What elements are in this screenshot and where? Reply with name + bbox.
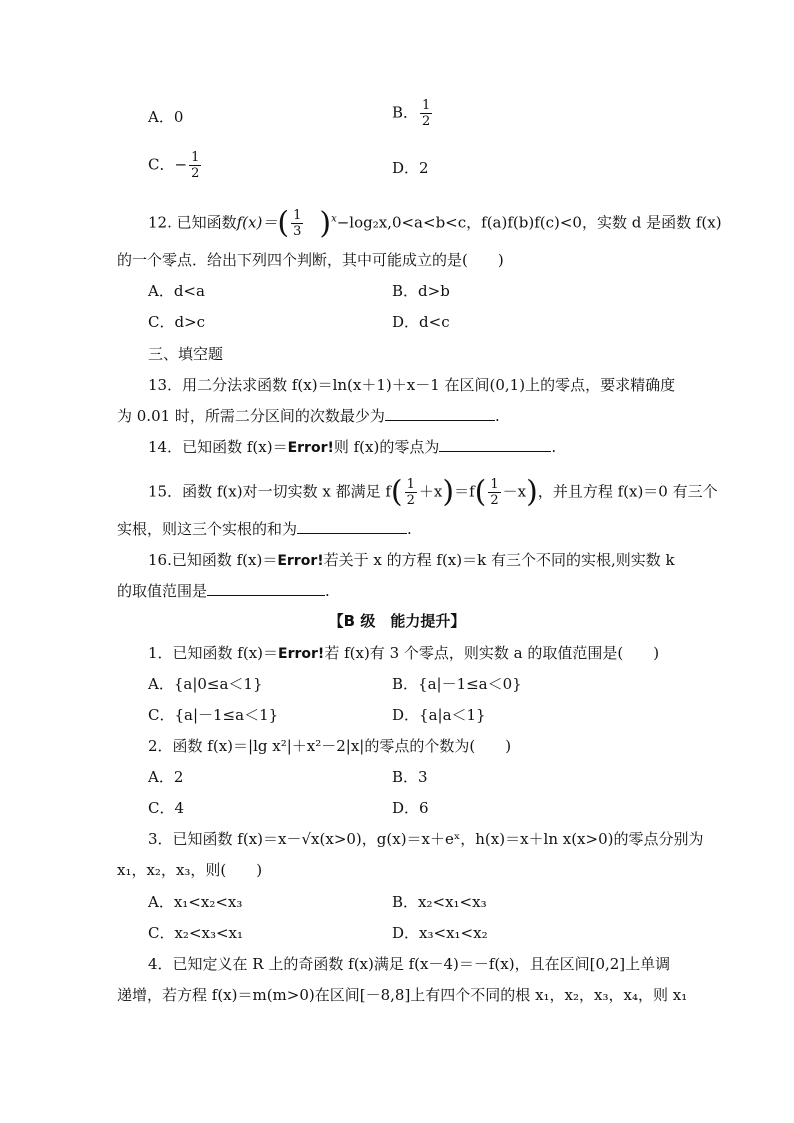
- option-value: 2: [419, 159, 429, 177]
- numerator: 1: [422, 98, 431, 113]
- period: .: [407, 520, 412, 538]
- level-b-title: 【B 级 能力提升】: [328, 612, 466, 630]
- b3-stem-line1: 3．已知函数 f(x)＝x－√x(x>0)，g(x)＝x＋eˣ，h(x)＝x＋ln x(x>0)的零点分别为: [148, 830, 704, 848]
- b3-option-a: A．x₁<x₂<x₃: [148, 893, 243, 911]
- period: .: [551, 438, 557, 456]
- q12-option-b: B．d>b: [392, 282, 450, 300]
- answer-blank: [207, 581, 325, 596]
- answer-blank: [297, 519, 407, 534]
- question-text: 则 f(x)的零点为: [333, 438, 440, 456]
- question-text: ，并且方程 f(x)＝0 有三个: [537, 482, 718, 501]
- exponent: x: [331, 213, 337, 225]
- fraction: [420, 98, 432, 129]
- left-paren: (: [474, 474, 487, 510]
- question-text: 1．已知函数 f(x)＝: [148, 644, 279, 662]
- fraction: [405, 477, 417, 508]
- period: .: [325, 582, 330, 600]
- q11-option-c: [148, 150, 203, 181]
- b2-stem: 2．函数 f(x)＝|lg x²|＋x²－2|x|的零点的个数为( ): [148, 737, 512, 755]
- b1-option-c: C．{a|－1≤a＜1}: [148, 706, 279, 724]
- b3-option-c: C．x₂<x₃<x₁: [148, 924, 244, 942]
- option-label: C．: [148, 155, 175, 174]
- b3-option-b: B．x₂<x₁<x₃: [392, 893, 487, 911]
- q14-stem: [148, 437, 556, 458]
- math-text: ＋x: [418, 482, 443, 501]
- b2-option-d: D．6: [392, 799, 429, 817]
- function-expr: f(x)＝: [236, 213, 278, 232]
- b1-option-a: A．{a|0≤a＜1}: [148, 675, 263, 693]
- denominator: 2: [406, 493, 415, 508]
- right-paren: ): [442, 474, 455, 510]
- answer-blank: [385, 406, 495, 421]
- b1-stem: [148, 643, 659, 664]
- question-text: 12. 已知函数: [148, 213, 237, 232]
- q12-option-d: D．d<c: [392, 313, 450, 331]
- q13-stem-line2: [117, 406, 500, 426]
- question-text: 为 0.01 时，所需二分区间的次数最少为: [117, 407, 385, 425]
- b1-option-b: B．{a|－1≤a＜0}: [392, 675, 522, 693]
- b2-option-b: B．3: [392, 768, 428, 786]
- question-text: 14．已知函数 f(x)＝: [148, 438, 288, 456]
- question-text: 16.已知函数 f(x)＝: [148, 551, 278, 569]
- q12-stem-line1: [148, 205, 722, 241]
- option-label: B．: [392, 103, 419, 122]
- option-value: 0: [173, 108, 184, 126]
- q13-stem-line1: 13．用二分法求函数 f(x)＝ln(x＋1)＋x－1 在区间(0,1)上的零点，要求精确度: [148, 376, 676, 394]
- left-paren: (: [390, 474, 403, 510]
- math-text: －x: [502, 482, 527, 501]
- minus-sign: −: [174, 155, 188, 174]
- question-text: 的取值范围是: [117, 582, 208, 600]
- denominator: 2: [490, 493, 499, 508]
- b3-option-d: D．x₃<x₁<x₂: [392, 924, 488, 942]
- right-paren: ): [319, 205, 332, 241]
- b2-option-c: C．4: [148, 799, 185, 817]
- q16-stem-line2: [117, 581, 330, 601]
- question-text: 实根，则这三个实根的和为: [117, 520, 298, 538]
- math-text: ＝f: [454, 482, 475, 501]
- q12-option-c: C．d>c: [148, 313, 206, 331]
- denominator: 2: [191, 166, 200, 181]
- option-label: D．: [392, 159, 420, 177]
- question-text: −log₂x,0<a<b<c，f(a)f(b)f(c)<0，实数 d 是函数 f(x): [336, 213, 722, 232]
- period: .: [494, 407, 500, 425]
- numerator: 1: [191, 150, 200, 165]
- denominator: 2: [422, 114, 431, 129]
- b1-option-d: D．{a|a＜1}: [392, 706, 486, 724]
- q11-option-a: [148, 107, 183, 127]
- left-paren: (: [277, 205, 290, 241]
- q12-option-a: A．d<a: [148, 282, 205, 300]
- q16-stem-line1: [148, 550, 675, 571]
- denominator: 3: [293, 224, 302, 239]
- numerator: 1: [490, 477, 499, 492]
- fraction: [291, 208, 303, 239]
- question-text: 若关于 x 的方程 f(x)＝k 有三个不同的实根,则实数 k: [323, 551, 675, 569]
- b4-stem-line2: 递增，若方程 f(x)＝m(m>0)在区间[－8,8]上有四个不同的根 x₁，x₂，x₃，x₄，则 x₁: [117, 986, 688, 1004]
- numerator: 1: [293, 208, 302, 223]
- q15-stem-line2: [117, 519, 412, 539]
- fraction: [189, 150, 201, 181]
- question-text: 若 f(x)有 3 个零点，则实数 a 的取值范围是( ): [324, 644, 660, 662]
- b4-stem-line1: 4．已知定义在 R 上的奇函数 f(x)满足 f(x－4)＝－f(x)，且在区间[0,2]上单调: [148, 955, 671, 973]
- q12-stem-line2: 的一个零点．给出下列四个判断，其中可能成立的是( ): [117, 251, 504, 269]
- answer-blank: [439, 437, 551, 452]
- b2-option-a: A．2: [148, 768, 184, 786]
- q11-option-b: [392, 98, 434, 129]
- b3-stem-line2: x₁，x₂，x₃，则( ): [117, 861, 263, 879]
- option-label: A．: [148, 108, 174, 126]
- error-field: Error!: [287, 440, 334, 456]
- error-field: Error!: [278, 646, 325, 662]
- q11-option-d: [392, 158, 429, 178]
- q15-stem-line1: [148, 474, 718, 510]
- fraction: [488, 477, 500, 508]
- question-text: 15．函数 f(x)对一切实数 x 都满足 f: [148, 482, 391, 501]
- error-field: Error!: [277, 553, 324, 569]
- right-paren: ): [526, 474, 538, 510]
- numerator: 1: [406, 477, 415, 492]
- section-title: 三、填空题: [148, 345, 224, 363]
